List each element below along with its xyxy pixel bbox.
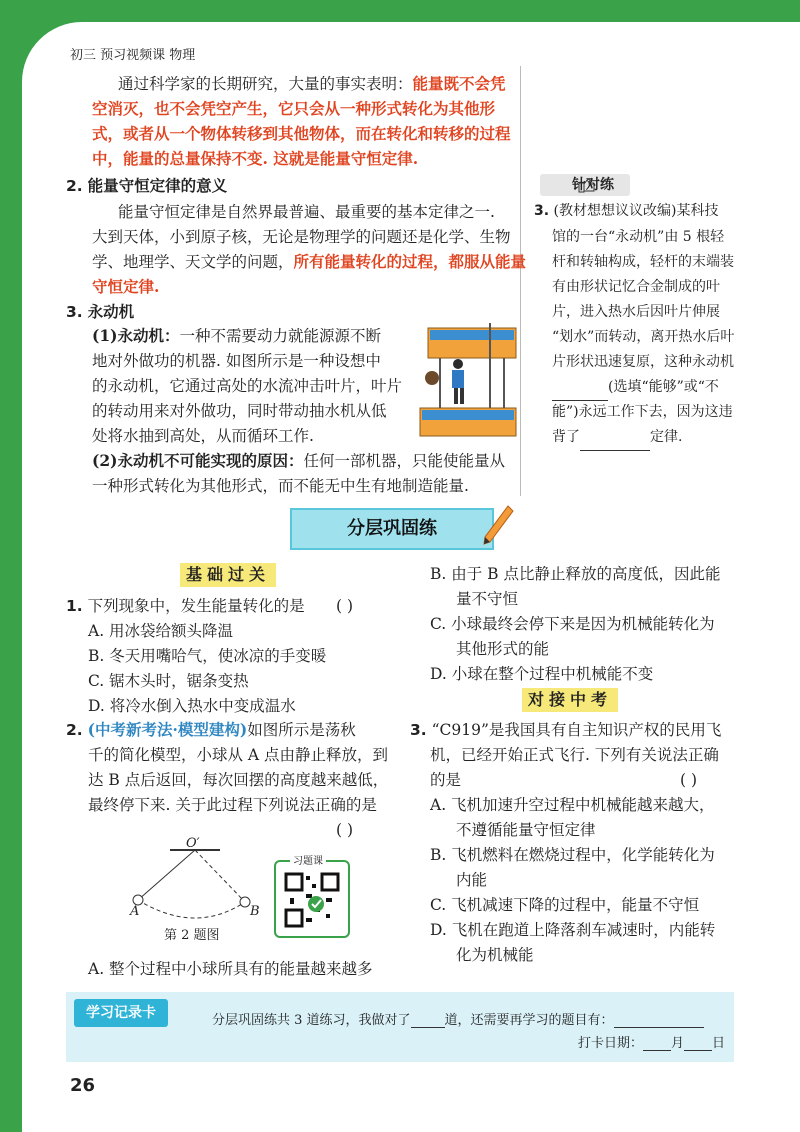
q1-option-d: D. 将冷水倒入热水中变成温水 bbox=[88, 697, 296, 715]
qr-label: 习题课 bbox=[290, 852, 326, 867]
sec2-line-2: 大到天体，小到原子核，无论是物理学的问题还是化学、生物 bbox=[92, 228, 511, 246]
section-banner: 分层巩固练 bbox=[290, 508, 494, 550]
pencil-icon bbox=[480, 504, 514, 550]
q2-option-c-line-2: 其他形式的能 bbox=[456, 640, 550, 658]
fig-label-o: O′ bbox=[186, 836, 200, 851]
sec2-line-1: 能量守恒定律是自然界最普遍、最重要的基本定律之一. bbox=[118, 203, 495, 221]
q3-line-3: 的是 bbox=[430, 771, 462, 789]
q3-option-b-line-2: 内能 bbox=[456, 871, 488, 889]
q2-option-b-line-1: B. 由于 B 点比静止释放的高度低，因此能 bbox=[430, 565, 721, 583]
q3-option-a-line-2: 不遵循能量守恒定律 bbox=[456, 821, 596, 839]
sec2-line-4: 守恒定律. bbox=[92, 277, 160, 296]
q3-option-b-line-1: B. 飞机燃料在燃烧过程中，化学能转化为 bbox=[430, 846, 715, 864]
side-q-line-8: (选填“能够”或“不 bbox=[552, 373, 719, 401]
side-q-line-9: 能”)永远工作下去，因为这违 bbox=[552, 404, 733, 420]
column-divider bbox=[520, 66, 521, 496]
sec3-p1-line-5: 处将水抽到高处，从而循环工作. bbox=[92, 427, 314, 445]
q2-option-c-line-1: C. 小球最终会停下来是因为机械能转化为 bbox=[430, 615, 715, 633]
hand-pointing-icon bbox=[546, 177, 596, 200]
q3-answer-paren[interactable]: ( ) bbox=[680, 771, 698, 789]
q1-stem: 1. 下列现象中，发生能量转化的是 bbox=[66, 597, 305, 615]
basic-section-title: 基础过关 bbox=[180, 563, 276, 587]
q2-line-4: 最终停下来. 关于此过程下列说法正确的是 bbox=[88, 796, 377, 814]
q2-option-d: D. 小球在整个过程中机械能不变 bbox=[430, 665, 654, 683]
q2-line-2: 千的简化模型，小球从 A 点由静止释放，到 bbox=[88, 746, 389, 764]
sec3-p1-line-2: 地对外做功的机器. 如图所示是一种设想中 bbox=[92, 352, 381, 370]
intro-line-4: 中，能量的总量保持不变. 这就是能量守恒定律. bbox=[92, 149, 419, 168]
q3-option-a-line-1: A. 飞机加速升空过程中机械能越来越大， bbox=[430, 796, 715, 814]
q2-option-a: A. 整个过程中小球所具有的能量越来越多 bbox=[88, 960, 373, 978]
q1-answer-paren[interactable]: ( ) bbox=[336, 597, 354, 615]
q3-option-c: C. 飞机减速下降的过程中，能量不守恒 bbox=[430, 896, 700, 914]
q1-option-c: C. 锯木头时，锯条变热 bbox=[88, 672, 249, 690]
sec3-heading: 3. 永动机 bbox=[66, 303, 135, 321]
side-q-line-7: 片形状迅速复原，这种永动机 bbox=[552, 354, 734, 370]
side-practice-title: 针对练 bbox=[540, 174, 630, 196]
sec3-p1-line-1: (1)永动机：一种不需要动力就能源源不断 bbox=[92, 326, 381, 345]
intro-line-2: 空消灭，也不会凭空产生，它只会从一种形式转化为其他形 bbox=[92, 99, 496, 118]
q2-answer-paren[interactable]: ( ) bbox=[336, 821, 354, 839]
month-blank[interactable] bbox=[643, 1036, 671, 1051]
sec2-line-3: 学、地理学、天文学的问题，所有能量转化的过程，都服从能量 bbox=[92, 252, 527, 271]
side-q-line-6: “划水”而转动，离开热水后叶 bbox=[552, 329, 735, 345]
fig-caption: 第 2 题图 bbox=[164, 928, 220, 943]
day-blank[interactable] bbox=[684, 1036, 712, 1051]
page-header: 初三 预习视频课 物理 bbox=[70, 48, 196, 63]
intro-line-3: 式，或者从一个物体转移到其他物体，而在转化和转移的过程 bbox=[92, 124, 511, 143]
exam-section-title: 对接中考 bbox=[522, 688, 618, 712]
q2-line-1: 2. (中考新考法·模型建构)如图所示是荡秋 bbox=[66, 720, 356, 739]
sec3-p1-line-3: 的永动机，它通过高处的水流冲击叶片，叶片 bbox=[92, 377, 403, 395]
review-items-blank[interactable] bbox=[614, 1013, 704, 1028]
sec2-heading: 2. 能量守恒定律的意义 bbox=[66, 177, 228, 195]
sec3-p2-line-1: (2)永动机不可能实现的原因：任何一部机器，只能使能量从 bbox=[92, 451, 505, 470]
q3-line-2: 机，已经开始正式飞行. 下列有关说法正确 bbox=[430, 746, 719, 764]
side-q-line-10: 背了 定律. bbox=[552, 423, 682, 451]
side-q-line-5: 片，进入热水后因叶片伸展 bbox=[552, 304, 720, 320]
q3-option-d-line-2: 化为机械能 bbox=[456, 946, 534, 964]
q2-option-b-line-2: 量不守恒 bbox=[456, 590, 519, 608]
side-q-line-4: 有由形状记忆合金制成的叶 bbox=[552, 279, 720, 295]
q3-line-1: 3. “C919”是我国具有自主知识产权的民用飞 bbox=[410, 721, 722, 739]
fig-label-a: A bbox=[130, 904, 140, 919]
q2-line-3: 达 B 点后返回，每次回摆的高度越来越低， bbox=[88, 771, 389, 789]
answer-blank[interactable] bbox=[580, 432, 650, 451]
perpetual-motion-illustration bbox=[410, 318, 520, 438]
sec3-p1-line-4: 的转动用来对外做功，同时带动抽水机从低 bbox=[92, 402, 387, 420]
q1-option-a: A. 用冰袋给额头降温 bbox=[88, 622, 234, 640]
side-q-line-1: 3. (教材想想议议改编)某科技 bbox=[534, 203, 719, 219]
side-q-line-3: 杆和转轴构成，轻杆的末端装 bbox=[552, 254, 734, 270]
study-record-tag: 学习记录卡 bbox=[74, 999, 168, 1027]
pendulum-diagram bbox=[120, 840, 270, 920]
q1-option-b: B. 冬天用嘴哈气，使冰凉的手变暖 bbox=[88, 647, 327, 665]
side-q-line-2: 馆的一台“永动机”由 5 根轻 bbox=[552, 229, 725, 245]
q3-option-d-line-1: D. 飞机在跑道上降落刹车减速时，内能转 bbox=[430, 921, 716, 939]
record-line-1: 分层巩固练共 3 道练习，我做对了 道，还需要再学习的题目有： bbox=[212, 1009, 704, 1028]
sec3-p2-line-2: 一种形式转化为其他形式，而不能无中生有地制造能量. bbox=[92, 477, 469, 495]
page-number: 26 bbox=[70, 1075, 96, 1096]
intro-line-1: 通过科学家的长期研究，大量的事实表明：能量既不会凭 bbox=[118, 74, 506, 93]
record-date-line: 打卡日期： 月 日 bbox=[578, 1036, 726, 1051]
qr-pattern-icon bbox=[276, 862, 348, 936]
qr-code[interactable] bbox=[274, 860, 350, 938]
correct-count-blank[interactable] bbox=[411, 1013, 445, 1028]
fig-label-b: B bbox=[250, 904, 260, 919]
